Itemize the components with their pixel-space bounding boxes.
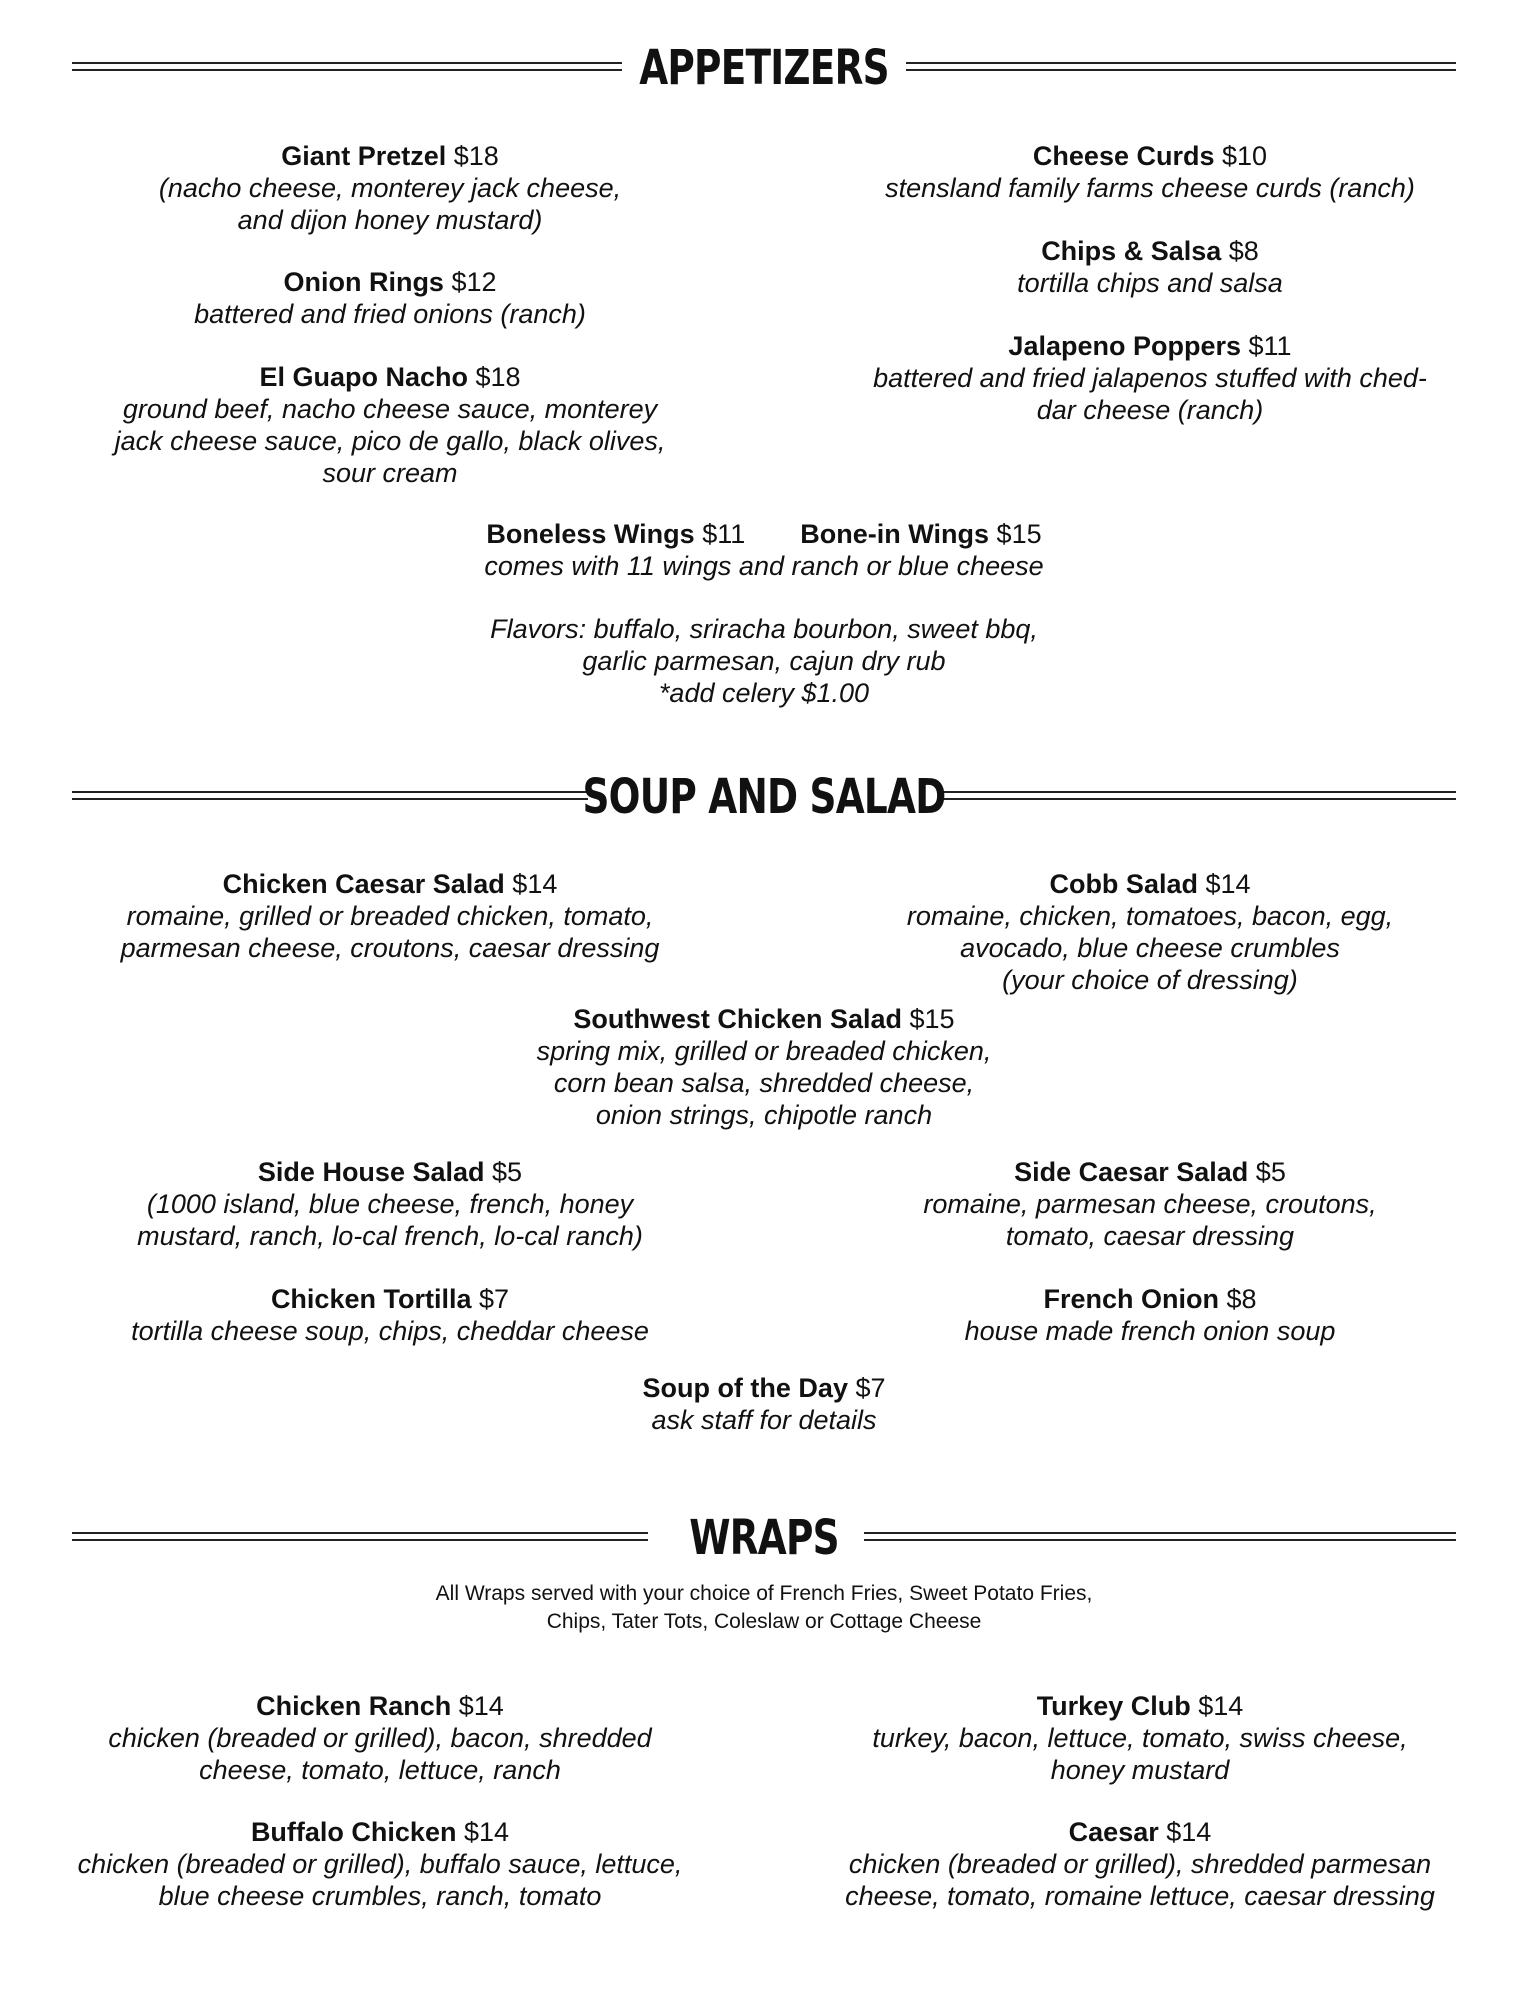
item-description: stensland family farms cheese curds (ranch)	[885, 173, 1415, 203]
menu-item-chicken-caesar-salad	[60, 868, 720, 964]
item-price: $5	[1255, 1157, 1286, 1187]
item-description: romaine, chicken, tomatoes, bacon, egg, avocado, blue cheese crumbles (your choice of dressing)	[906, 901, 1394, 995]
item-name: Cheese Curds	[1032, 141, 1215, 171]
item-name: Soup of the Day	[642, 1373, 848, 1403]
item-name-bonein-wings: Bone-in Wings	[800, 519, 990, 549]
item-price: $14	[1205, 869, 1251, 899]
item-description: chicken (breaded or grilled), shredded parmesan cheese, tomato, romaine lettuce, caesar dressing	[845, 1849, 1435, 1911]
menu-item-chicken-tortilla	[60, 1283, 720, 1347]
wraps-sides-note: All Wraps served with your choice of French Fries, Sweet Potato Fries, Chips, Tater Tots, Coleslaw or Cottage Cheese	[435, 1582, 1093, 1633]
item-price: $8	[1228, 236, 1259, 266]
menu-item-side-house-salad	[60, 1156, 720, 1252]
item-name: Caesar	[1068, 1817, 1159, 1847]
item-price: $18	[453, 141, 499, 171]
item-name: Onion Rings	[283, 267, 444, 297]
item-description: ground beef, nacho cheese sauce, monterey jack cheese sauce, pico de gallo, black olives, sour cream	[114, 394, 666, 488]
item-name: Chicken Tortilla	[270, 1284, 472, 1314]
menu-item-jalapeno-poppers	[820, 330, 1480, 426]
flavors-text: Flavors: buffalo, sriracha bourbon, sweet bbq, garlic parmesan, cajun dry rub *add celery $1.00	[490, 614, 1038, 708]
menu-item-el-guapo-nacho	[60, 361, 720, 489]
item-description: romaine, parmesan cheese, croutons, tomato, caesar dressing	[923, 1189, 1377, 1251]
item-description: (nacho cheese, monterey jack cheese, and dijon honey mustard)	[158, 173, 622, 235]
menu-item-turkey-club-wrap	[810, 1690, 1470, 1786]
item-price: $15	[909, 1004, 955, 1034]
item-name: Buffalo Chicken	[250, 1817, 457, 1847]
menu-item-onion-rings	[60, 266, 720, 330]
menu-item-side-caesar-salad	[820, 1156, 1480, 1252]
item-price: $7	[479, 1284, 510, 1314]
item-price: $7	[855, 1373, 886, 1403]
item-name: Chips & Salsa	[1041, 236, 1222, 266]
menu-item-giant-pretzel	[60, 140, 720, 236]
menu-item-french-onion	[820, 1283, 1480, 1347]
item-price: $14	[1198, 1691, 1244, 1721]
item-description: comes with 11 wings and ranch or blue cheese	[484, 551, 1044, 581]
item-description: chicken (breaded or grilled), bacon, shredded cheese, tomato, lettuce, ranch	[108, 1723, 652, 1785]
item-price: $5	[492, 1157, 523, 1187]
item-description: house made french onion soup	[964, 1316, 1336, 1346]
item-name: Chicken Ranch	[256, 1691, 452, 1721]
item-description: tortilla chips and salsa	[1017, 268, 1283, 298]
item-name: Cobb Salad	[1049, 869, 1198, 899]
item-price: $8	[1226, 1284, 1257, 1314]
item-price: $18	[475, 362, 521, 392]
menu-item-wings	[0, 518, 1528, 582]
section-title-appetizers: APPETIZERS	[639, 40, 889, 96]
item-name: Side Caesar Salad	[1014, 1157, 1249, 1187]
item-description: turkey, bacon, lettuce, tomato, swiss cheese, honey mustard	[872, 1723, 1408, 1785]
item-price-bonein-wings: $15	[996, 519, 1042, 549]
item-name: Chicken Caesar Salad	[222, 869, 505, 899]
item-description: battered and fried jalapenos stuffed with ched- dar cheese (ranch)	[873, 363, 1427, 425]
item-name: El Guapo Nacho	[259, 362, 468, 392]
item-price: $11	[1248, 331, 1292, 361]
menu-item-cobb-salad	[820, 868, 1480, 996]
item-description: battered and fried onions (ranch)	[194, 299, 586, 329]
item-name: French Onion	[1043, 1284, 1219, 1314]
menu-item-southwest-chicken-salad	[0, 1003, 1528, 1131]
menu-item-buffalo-chicken-wrap	[30, 1816, 730, 1912]
item-description: romaine, grilled or breaded chicken, tomato, parmesan cheese, croutons, caesar dressing	[120, 901, 660, 963]
item-description: ask staff for details	[651, 1405, 877, 1435]
item-description: chicken (breaded or grilled), buffalo sauce, lettuce, blue cheese crumbles, ranch, tomato	[77, 1849, 683, 1911]
item-name-boneless-wings: Boneless Wings	[486, 519, 695, 549]
item-price: $14	[1166, 1817, 1212, 1847]
item-price-boneless-wings: $11	[702, 519, 746, 549]
item-price: $14	[463, 1817, 510, 1847]
item-name: Jalapeno Poppers	[1008, 331, 1241, 361]
menu-item-cheese-curds	[820, 140, 1480, 204]
item-description: spring mix, grilled or breaded chicken, corn bean salsa, shredded cheese, onion strings, chipotle ranch	[536, 1036, 992, 1130]
item-price: $10	[1222, 141, 1268, 171]
section-title-soup-salad: SOUP AND SALAD	[582, 769, 946, 825]
item-description: (1000 island, blue cheese, french, honey mustard, ranch, lo-cal french, lo-cal ranch)	[137, 1189, 643, 1251]
menu-item-caesar-wrap	[800, 1816, 1480, 1912]
item-name: Giant Pretzel	[281, 141, 447, 171]
menu-item-chicken-ranch-wrap	[50, 1690, 710, 1786]
item-name: Turkey Club	[1036, 1691, 1191, 1721]
item-name: Southwest Chicken Salad	[573, 1004, 902, 1034]
item-price: $14	[512, 869, 558, 899]
item-description: tortilla cheese soup, chips, cheddar cheese	[131, 1316, 649, 1346]
menu-item-chips-salsa	[820, 235, 1480, 299]
item-price: $12	[451, 267, 497, 297]
menu-item-soup-of-the-day	[0, 1372, 1528, 1436]
section-title-wraps: WRAPS	[689, 1510, 839, 1566]
item-price: $14	[458, 1691, 504, 1721]
wings-flavors	[0, 613, 1528, 709]
item-name: Side House Salad	[257, 1157, 485, 1187]
